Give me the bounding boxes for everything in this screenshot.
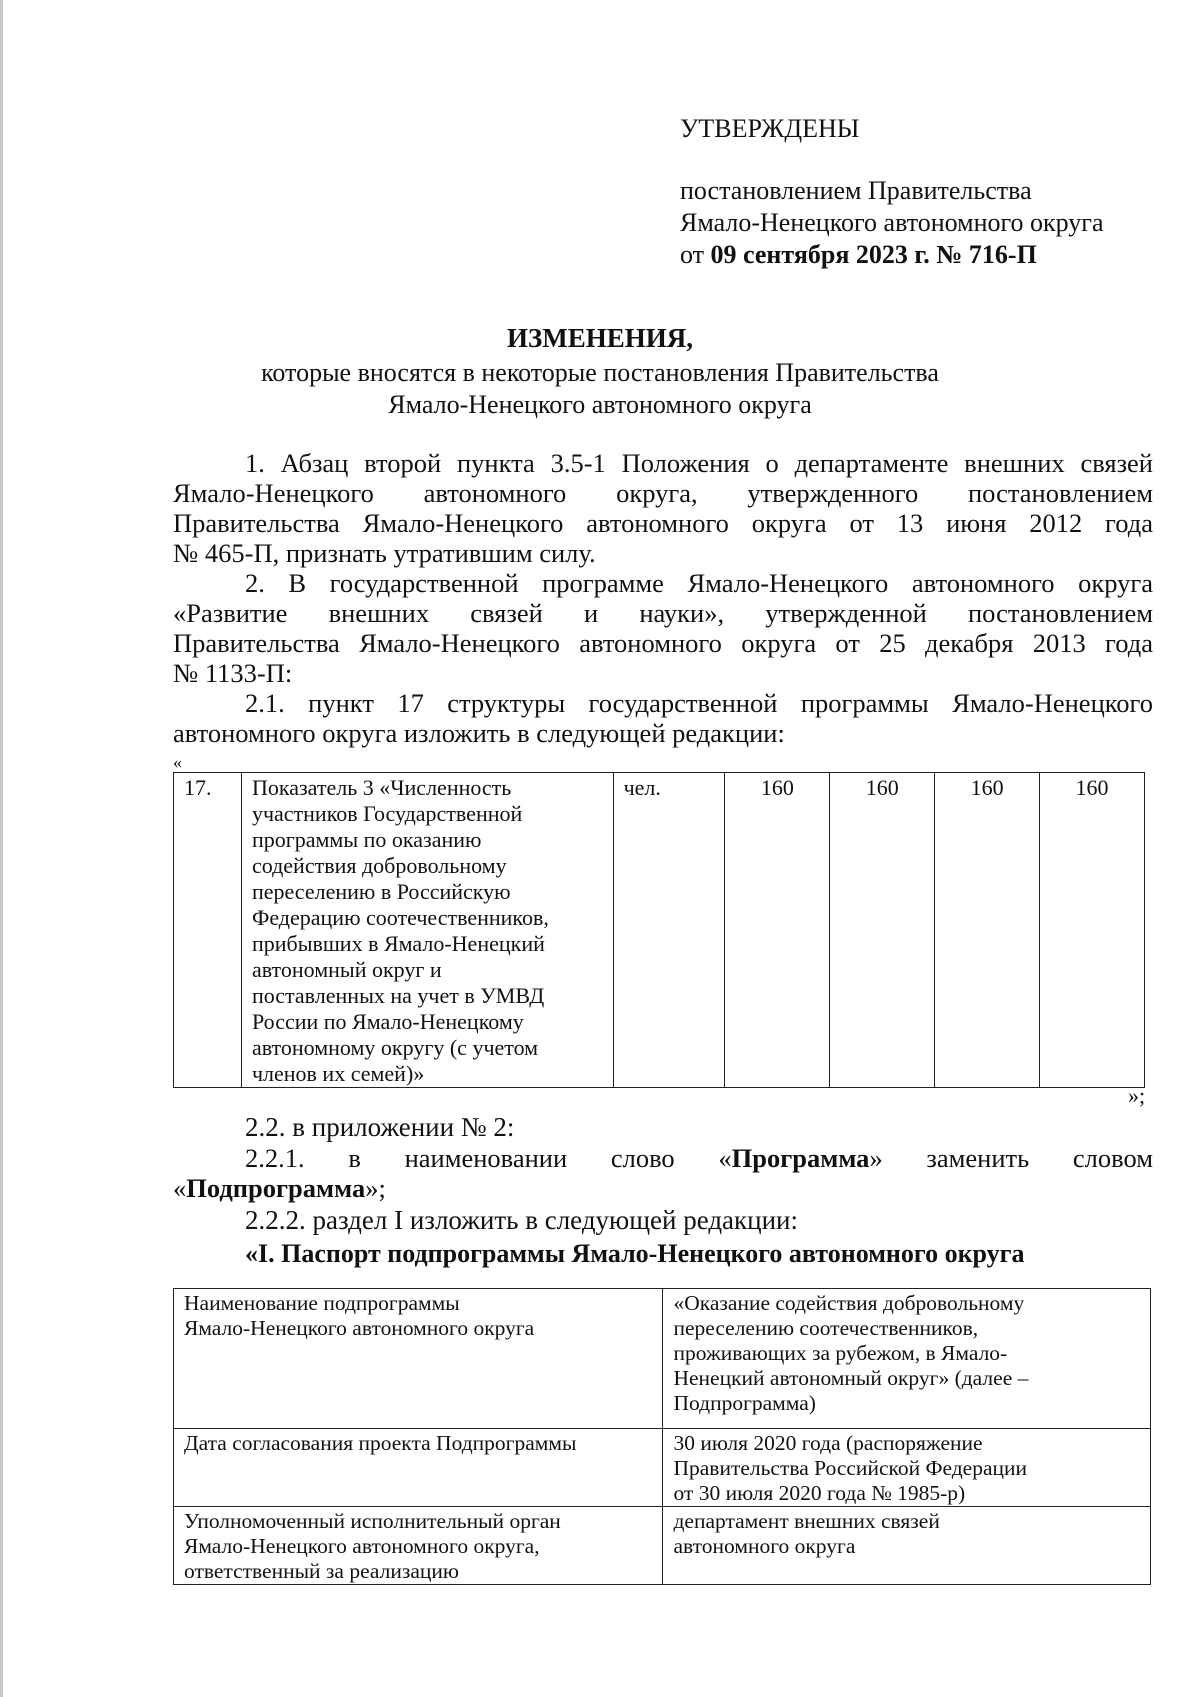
paragraph-line: Ямало-Ненецкого автономного округа, утвержденного постановлением [173,478,1153,508]
paragraph-item-2-1 [173,688,1153,748]
cell-line: 30 июля 2020 года (распоряжение [673,1431,983,1455]
paragraph-line: Правительства Ямало-Ненецкого автономного округа от 13 июня 2012 года [173,508,1153,538]
cell-line: автономного округа [673,1534,856,1558]
document-subtitle-1: которые вносятся в некоторые постановления Правительства [261,358,939,387]
value-cell: 160 [935,773,1040,1088]
row-number: 17. [174,773,242,1088]
paragraph-item-2-2-2: 2.2.2. раздел I изложить в следующей редакции: [245,1205,799,1235]
cell-line: автономному округу (с учетом [251,1035,539,1060]
paragraph-line: 1. Абзац второй пункта 3.5-1 Положения о департаменте внешних связей [245,448,1153,478]
indicator-description [241,773,613,1088]
cell-line: содействия добровольному [251,853,507,878]
table-row [174,1289,1151,1429]
text-run: « [173,1173,187,1203]
paragraph-line: 2. В государственной программе Ямало-Ненецкого автономного округа [245,568,1153,598]
paragraph-line: Правительства Ямало-Ненецкого автономного округа от 25 декабря 2013 года [173,628,1153,658]
passport-table [173,1288,1151,1585]
cell-line: программы по оказанию [251,827,482,852]
paragraph-item-1 [173,448,1153,568]
unit-cell: чел. [613,773,725,1088]
cell-line: участников Государственной [251,801,523,826]
paragraph-line [173,1143,1153,1173]
open-quote: « [173,752,182,772]
cell-line: от 30 июля 2020 года № 1985-р) [673,1481,966,1505]
text-run: 2.2.1. в наименовании слово « [245,1143,732,1173]
paragraph-line: автономного округа изложить в следующей редакции: [173,718,785,748]
cell-line: «Оказание содействия добровольному [673,1291,1025,1315]
approval-heading: УТВЕРЖДЕНЫ [680,114,860,143]
approval-line-2: Ямало-Ненецкого автономного округа [680,208,1104,237]
cell-line: членов их семей)» [251,1061,425,1086]
approval-date [680,238,1037,272]
passport-label [174,1429,663,1507]
cell-line: Ямало-Ненецкого автономного округа [184,1316,535,1340]
value-cell: 160 [725,773,830,1088]
table-row [174,773,1145,1088]
cell-line: Ямало-Ненецкого автономного округа, [184,1534,540,1558]
cell-line: проживающих за рубежом, в Ямало- [673,1341,1008,1365]
passport-value [663,1289,1151,1429]
bold-word-podprogramma: Подпрограмма [186,1173,366,1203]
passport-value [663,1429,1151,1507]
approval-line-1: постановлением Правительства [680,176,1032,205]
bold-word-programma: Программа [731,1143,870,1173]
paragraph-line [173,1173,1153,1203]
page-edge [0,0,3,1697]
paragraph-line: № 465-П, признать утратившим силу. [173,538,596,568]
close-quote: »; [1128,1083,1146,1108]
approval-date-prefix: от [680,240,711,269]
cell-line: Показатель 3 «Численность [251,775,512,800]
cell-line: переселению соотечественников, [673,1316,979,1340]
cell-line: Ненецкий автономный округ» (далее – [673,1366,1029,1390]
cell-line: России по Ямало-Ненецкому [251,1009,524,1034]
cell-line: департамент внешних связей [673,1509,940,1533]
passport-label [174,1289,663,1429]
cell-line: автономный округ и [251,957,442,982]
cell-line: Федерацию соотечественников, [251,905,549,930]
section-heading: «I. Паспорт подпрограммы Ямало-Ненецкого автономного округа [245,1239,1025,1268]
cell-line: переселению в Российскую [251,879,511,904]
paragraph-line: «Развитие внешних связей и науки», утвержденной постановлением [173,598,1153,628]
value-cell: 160 [830,773,935,1088]
passport-value [663,1507,1151,1585]
paragraph-line: № 1133-П: [173,658,293,688]
cell-line: поставленных на учет в УМВД [251,983,545,1008]
paragraph-line: 2.1. пункт 17 структуры государственной программы Ямало-Ненецкого [245,688,1153,718]
cell-line: ответственный за реализацию [184,1559,459,1583]
cell-line: Дата согласования проекта Подпрограммы [184,1431,577,1455]
value-cell: 160 [1040,773,1145,1088]
cell-line: Наименование подпрограммы [184,1291,460,1315]
text-run: » заменить словом [869,1143,1153,1173]
approval-date-value: 09 сентября 2023 г. № 716-П [710,240,1037,269]
passport-label [174,1507,663,1585]
paragraph-item-2-2-1 [173,1143,1153,1203]
cell-line: Подпрограмма) [673,1391,816,1415]
paragraph-item-2-2: 2.2. в приложении № 2: [245,1112,515,1142]
table-row [174,1429,1151,1507]
cell-line: прибывших в Ямало-Ненецкий [251,931,545,956]
indicator-table [173,772,1145,1088]
cell-line: Правительства Российской Федерации [673,1456,1028,1480]
document-title: ИЗМЕНЕНИЯ, [506,323,693,353]
table-row [174,1507,1151,1585]
text-run: »; [365,1173,386,1203]
paragraph-item-2 [173,568,1153,688]
cell-line: Уполномоченный исполнительный орган [184,1509,561,1533]
document-subtitle-2: Ямало-Ненецкого автономного округа [388,390,812,419]
